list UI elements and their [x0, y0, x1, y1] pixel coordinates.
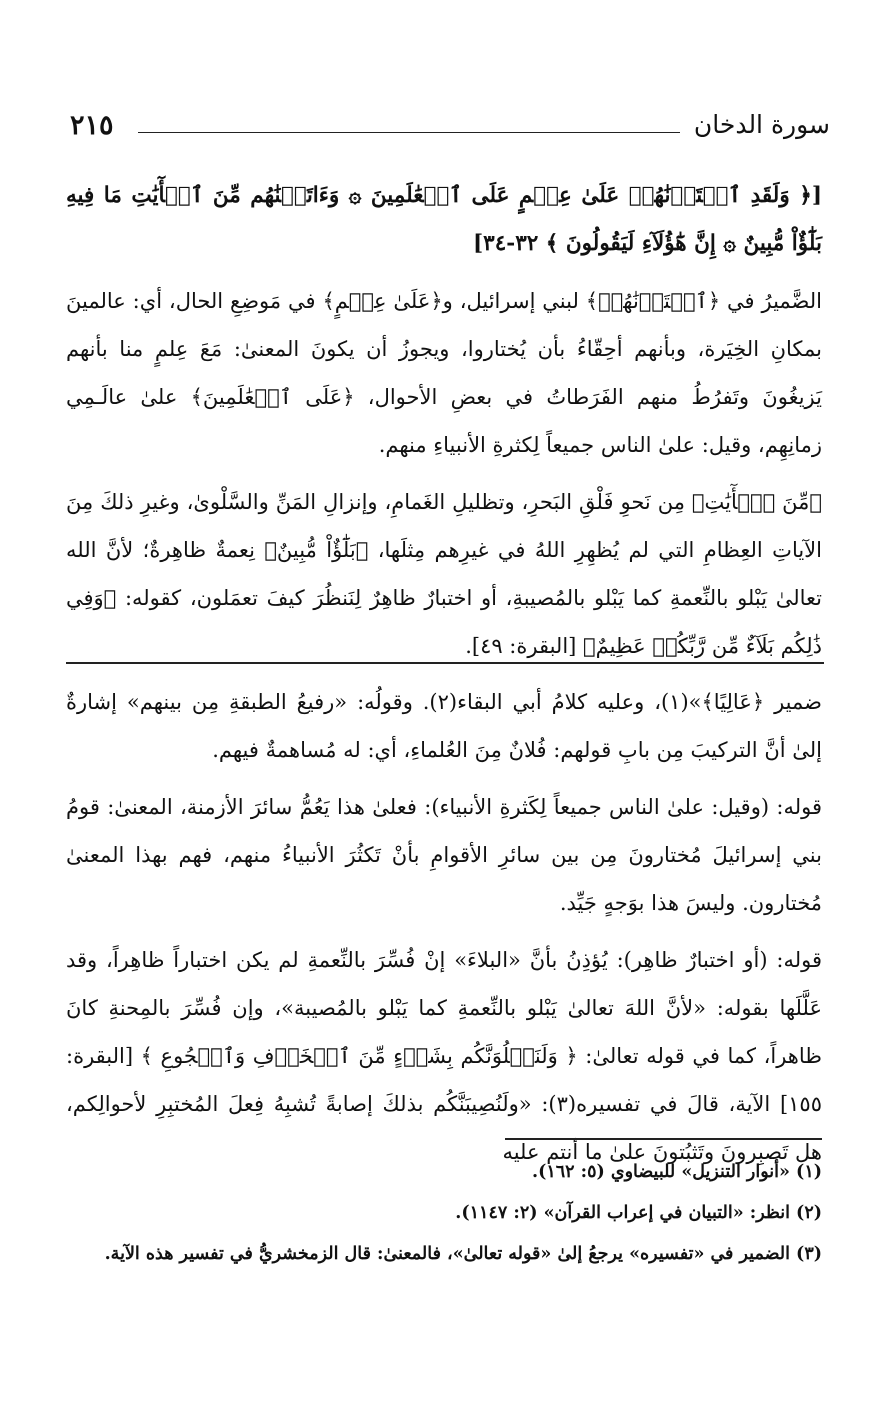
header-rule: [138, 132, 680, 133]
page-header: [70, 110, 830, 150]
surah-title: سورة الدخان: [693, 110, 830, 139]
footnotes: [66, 1152, 822, 1275]
commentary-paragraph-3: قوله: (أو اختبارٌ ظاهِر): يُؤذِنُ بأنَّ «البلاءَ» إنْ فُسِّرَ بالنِّعمةِ لم يكن اختباراً ظاهِراً، وقد عَلَّلَها بقوله: «لأنَّ اللهَ تعالىٰ يَبْلو بالنِّعمةِ كما يَبْلو بالمُصيبة»، وإن فُسِّرَ بالمِحنةِ كانَ ظاهراً، كما في قوله تعالىٰ: ﴿ وَلَنَبۡلُوَنَّكُم بِشَيۡءٍ مِّنَ ٱلۡخَوۡفِ وَٱلۡجُوعِ ﴾ [البقرة: ١٥٥] الآية، قالَ في تفسيره(٣): «ولَنُصِيبَنَّكُم بذلكَ إصابةً تُشبِهُ فِعلَ المُختبِرِ لأحوالِكم، هل تَصبِرونَ وتَثبُتونَ علىٰ ما أنتم عليه: [66, 948, 822, 1164]
tafsir-paragraph-2: ﴿مِّنَ ٱلۡأٓيَٰتِ﴾ مِن نَحوِ فَلْقِ البَحرِ، وتظليلِ الغَمامِ، وإنزالِ المَنِّ والسَّلْوىٰ، وغيرِ ذلكَ مِنَ الآياتِ العِظامِ التي لم يُظهِرِ اللهُ في غيرِهم مِثلَها، ﴿بَلَٰٓؤٌاْ مُّبِينٌ﴾ نِعمةٌ ظاهِرةٌ؛ لأنَّ الله تعالىٰ يَبْلو بالنِّعمةِ كما يَبْلو بالمُصيبةِ، أو اختبارٌ ظاهِرٌ لِنَنظُرَ كيفَ تعمَلون، كقوله: ﴿وَفِي ذَٰلِكُم بَلَآءٌ مِّن رَّبِّكُمۡ عَظِيمٌ﴾ [البقرة: ٤٩].: [66, 490, 822, 658]
quran-verse: [﴿ وَلَقَدِ ٱخۡتَرۡنَٰهُمۡ عَلَىٰ عِلۡمٍ عَلَى ٱلۡعَٰلَمِينَ ۞ وَءَاتَيۡنَٰهُم مِّنَ ٱلۡأٓيَٰتِ مَا فِيهِ بَلَٰٓؤٌاْ مُّبِينٌ ۞ إِنَّ هَٰٓؤُلَآءِ لَيَقُولُونَ ﴾ ٣٢-٣٤]: [66, 183, 822, 256]
page-margin: [874, 0, 885, 1415]
tafsir-paragraph-1: الضَّميرُ في ﴿ٱخۡتَرۡنَٰهُمۡ﴾ لبني إسرائيل، و﴿عَلَىٰ عِلۡمٍ﴾ في مَوضِعِ الحال، أي: عالمينَ بمكانِ الخِيَرة، وبأنهم أحِقّاءُ بأن يُختاروا، ويجوزُ أن يكونَ المعنىٰ: مَعَ عِلمٍ منا بأنهم يَزيغُونَ وتَفرُطُ منهم الفَرَطاتُ في بعضِ الأحوال، ﴿عَلَى ٱلۡعَٰلَمِينَ﴾ علىٰ عالَـمِي زمانِهِم، وقيل: علىٰ الناس جميعاً لِكثرةِ الأنبياءِ منهم.: [66, 289, 822, 457]
main-text: [66, 172, 822, 679]
commentary-paragraph-1: ضمير ﴿عَالِيًا﴾»(١)، وعليه كلامُ أبي البقاء(٢). وقولُه: «رفيعُ الطبقةِ مِن بينهم» إشارةٌ إلىٰ أنَّ التركيبَ مِن بابِ قولهم: فُلانٌ مِنَ العُلماءِ، أي: له مُساهمةٌ فيهم.: [66, 690, 822, 762]
footnote-2: (٢) انظر: «التبيان في إعراب القرآن» (٢: ١١٤٧).: [455, 1203, 822, 1223]
footnote-3: (٣) الضمير في «تفسيره» يرجعُ إلىٰ «قوله تعالىٰ»، فالمعنىٰ: قال الزمخشريُّ في تفسير هذه الآية.: [104, 1244, 822, 1264]
main-text-rule: [66, 662, 824, 664]
footnote-rule: [505, 1138, 822, 1140]
commentary-text: [66, 678, 822, 1185]
footnote-1: (١) «أنوار التنزيل» للبيضاوي (٥: ١٦٢).: [531, 1162, 822, 1182]
commentary-paragraph-2: قوله: (وقيل: علىٰ الناس جميعاً لِكَثرةِ الأنبياء): فعلىٰ هذا يَعُمُّ سائرَ الأزمنة، المعنىٰ: قومُ بني إسرائيلَ مُختارونَ مِن بين سائرِ الأقوامِ بأنْ تَكثُرَ الأنبياءُ منهم، فهم بهذا المعنىٰ مُختارون. وليسَ هذا بوَجهٍ جَيِّد.: [66, 795, 822, 915]
page-number: ٢١٥: [70, 110, 114, 141]
